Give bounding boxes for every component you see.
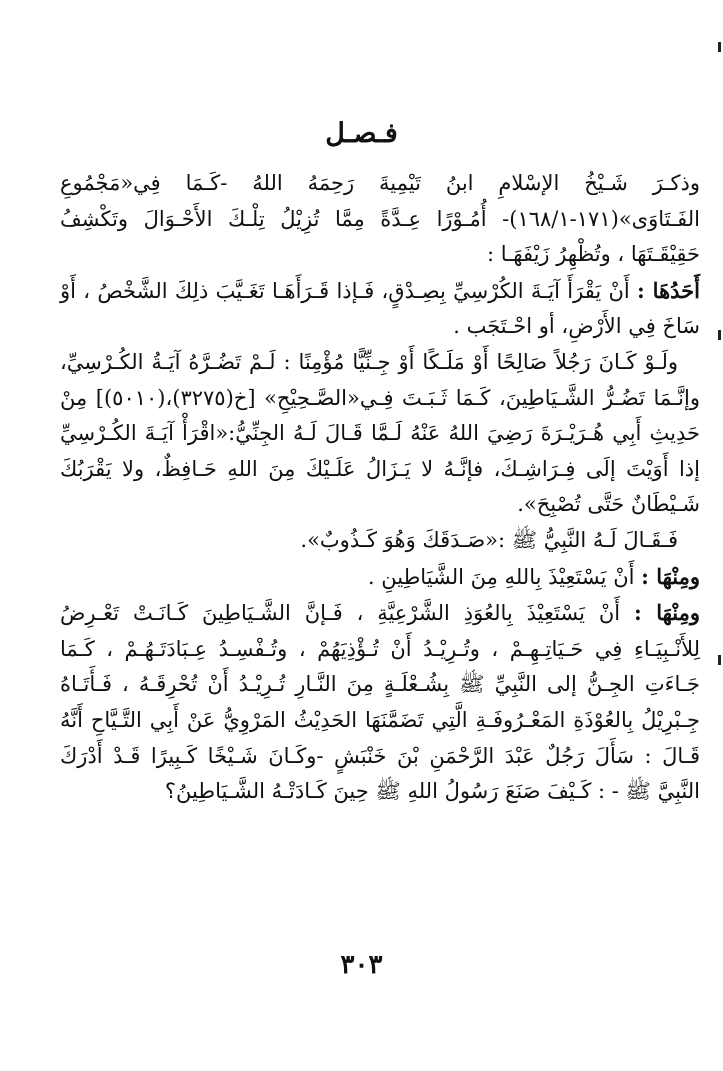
paragraph-second-method: [60, 559, 700, 596]
body-text: [60, 166, 700, 810]
paragraph-text: فَـقَـالَ لَـهُ النَّبِيُّ ﷺ :«صَـدَقَكَ وَهُوَ كَـذُوبٌ».: [300, 527, 678, 552]
page-edge-mark: [718, 655, 721, 665]
paragraph-lead: ومِنْهَا :: [633, 600, 700, 626]
paragraph-prophet-reply: [60, 523, 700, 559]
page-edge-mark: [718, 42, 721, 52]
page-edge-mark: [718, 330, 721, 340]
paragraph-text: ولَـوْ كَـانَ رَجُلاً صَالِحًا أَوْ مَلَـكًا أَوْ جِـنِّيًّا مُؤْمِنًا : لَـمْ تَضُـرَّهُ آيَـةُ الكُـرْسِيِّ، وإنَّـمَا تَضُـرُّ الشَّـيَاطِينَ، كَـمَا ثَـبَـتَ فِـي«الصَّـحِيْحِ» [خ(٣٢٧٥)،(٥٠١٠)] مِنْ حَدِيثِ أَبِي هُـرَيْـرَةَ رَضِيَ اللهُ عَنْهُ لَـمَّا قَـالَ لَـهُ الجِنِّيُّ:«اقْرَأْ آيَـةَ الكُـرْسِيِّ إذا أَوَيْتَ إلَى فِـرَاشِـكَ، فإنَّـهُ لا يَـزَالُ عَلَـيْكَ مِنَ اللهِ حَـافِظٌ، ولا يَقْرَبُكَ شَـيْطَانٌ حَتَّى تُصْبِحَ».: [60, 349, 701, 517]
paragraph-text: وذكـرَ شَـيْخُ الإسْلامِ ابنُ تَيْمِيةَ رَحِمَهُ اللهُ -كَـمَا فِي«مَجْمُوعِ الفَـتَاوَى»(١٧١-١٦٨/١)- أُمُـوْرًا عِـدَّةً مِمَّا تُزِيْلُ تِلْـكَ الأَحْـوَالَ وتَكْشِفُ حَقِيْقَـتَهَا ، وتُظْهِرُ زَيْفَهَـا :: [60, 171, 700, 267]
paragraph-lead: ومِنْهَا :: [641, 563, 700, 589]
paragraph-text: أَنْ يَسْتَعِيْذَ بِالعُوَذِ الشَّرْعِيَّةِ ، فَـإنَّ الشَّـيَاطِينَ كَـانَـتْ تَعْـرِضُ لِلأَنْـبِيَـاءِ فِي حَـيَاتِـهِـمْ ، وتُـرِيْـدُ أَنْ تُـؤْذِيَهُمْ ، وتُـفْسِـدُ عِـبَادَتَـهُـمْ ، كَـمَا جَـاءَتِ الجِـنُّ إلى النَّبِيِّ ﷺ بِشُـعْلَـةٍ مِنَ النَّـارِ تُـرِيْـدُ أَنْ تُحْرِقَـهُ ، فَـأَتَـاهُ جِـبْرِيْلُ بِالعُوْذَةِ المَعْـرُوفَـةِ الَّتِي تَضَمَّنَهَا الحَدِيْثُ المَرْوِيُّ عَنْ أَبِي التَّـيَّاحِ أَنَّهُ قَـالَ : سَأَلَ رَجُلٌ عَبْدَ الرَّحْمَنِ بْنَ خَنْبَشٍ -وكَـانَ شَـيْخًا كَـبِيرًا قَـدْ أَدْرَكَ النَّبِيَّ ﷺ - : كَـيْفَ صَنَعَ رَسُولُ اللهِ ﷺ حِينَ كَـادَتْـهُ الشَّـيَاطِينُ؟: [60, 601, 700, 804]
section-heading: فـصـل: [325, 118, 398, 149]
paragraph-intro: [60, 166, 700, 273]
paragraph-text: أَنْ يَقْرَأَ آيَـةَ الكُرْسِيِّ بِصِـدْقٍ، فَـإذا قَـرَأَهَـا تَغَـيَّبَ ذلِكَ الشَّخْصُ ، أَوْ سَاخَ فِي الأَرْضِ، أو احْـتَجَب .: [60, 278, 700, 339]
paragraph-hadith: [60, 345, 700, 523]
paragraph-lead: أَحَدُهَا :: [637, 277, 700, 303]
paragraph-text: أَنْ يَسْتَعِيْذَ بِاللهِ مِنَ الشَّيَاطِينِ .: [367, 564, 642, 589]
page-number: ٣٠٣: [340, 950, 383, 980]
paragraph-first-method: [60, 273, 700, 345]
paragraph-third-method: [60, 595, 700, 810]
